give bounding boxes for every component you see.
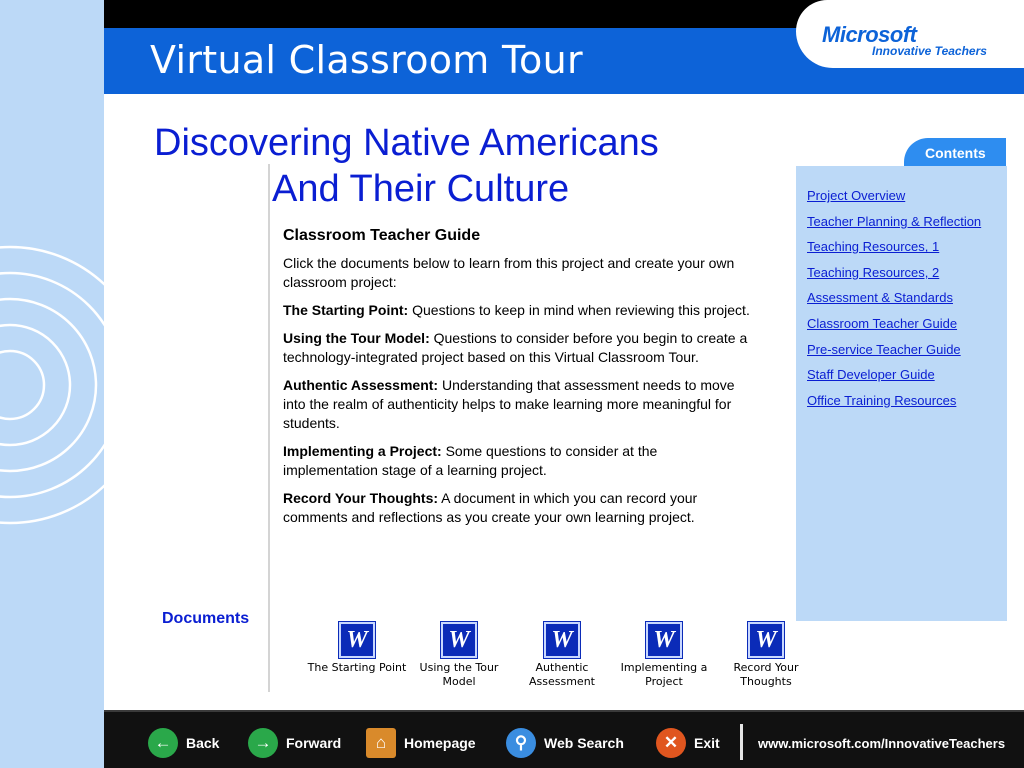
web-search-button[interactable]: [506, 728, 624, 758]
documents-label: Documents: [162, 610, 250, 627]
decorative-circles: [0, 0, 104, 768]
doc-label: [302, 661, 412, 675]
doc-using-tour-model[interactable]: [404, 622, 514, 689]
guide-item-text: A document in which you can record your comments and reflections as you create your own learning project.: [283, 490, 698, 525]
doc-label-line2: Thoughts: [740, 675, 792, 688]
contents-link-teacher-planning[interactable]: Teacher Planning & Reflection: [807, 213, 982, 229]
guide-intro: Click the documents below to learn from this project and create your own classroom project:: [283, 255, 735, 290]
innovative-teachers-url-link[interactable]: www.microsoft.com/InnovativeTeachers: [758, 736, 1006, 751]
doc-record-thoughts[interactable]: [711, 622, 821, 689]
guide-item-label: Record Your Thoughts:: [283, 490, 439, 506]
contents-link-teaching-resources-2[interactable]: Teaching Resources, 2: [807, 264, 940, 280]
word-document-icon[interactable]: W: [544, 622, 580, 658]
back-label: Back: [186, 735, 220, 751]
guide-item-text: Some questions to consider at the implementation stage of a learning project.: [283, 443, 658, 478]
doc-label-line1: Using the Tour: [419, 661, 499, 674]
exit-x-icon: ✕: [656, 728, 686, 758]
doc-label-line2: Model: [442, 675, 476, 688]
left-decorative-strip: [0, 0, 104, 768]
doc-label-line1: The Starting Point: [307, 661, 407, 674]
microsoft-logo[interactable]: Microsoft: [822, 22, 917, 47]
doc-label: [404, 661, 514, 689]
back-button[interactable]: [148, 728, 219, 758]
page-title-line2: And Their Culture: [272, 168, 570, 210]
doc-starting-point[interactable]: [302, 622, 412, 675]
doc-label-line2: Project: [645, 675, 683, 688]
guide-item: [283, 442, 753, 480]
contents-link-classroom-teacher-guide[interactable]: Classroom Teacher Guide: [807, 315, 958, 331]
doc-authentic-assessment[interactable]: [507, 622, 617, 689]
word-document-icon[interactable]: W: [441, 622, 477, 658]
word-document-icon[interactable]: W: [646, 622, 682, 658]
home-icon: ⌂: [366, 728, 396, 758]
guide-item-text: Questions to keep in mind when reviewing this project.: [412, 302, 750, 318]
doc-label-line1: Implementing a: [620, 661, 708, 674]
contents-list: [807, 183, 981, 413]
page-title-line1: Discovering Native Americans: [154, 122, 659, 164]
back-arrow-icon: ←: [148, 728, 178, 758]
web-search-label: Web Search: [544, 735, 624, 751]
contents-tab-label: Contents: [925, 145, 986, 161]
doc-implementing-project[interactable]: [609, 622, 719, 689]
word-document-icon[interactable]: W: [339, 622, 375, 658]
guide-item-text: Questions to consider before you begin to create a technology-integrated project based on this Virtual Classroom Tour.: [283, 330, 748, 365]
doc-label: [507, 661, 617, 689]
guide-item-label: The Starting Point:: [283, 302, 409, 318]
exit-label: Exit: [694, 735, 720, 751]
guide-heading: Classroom Teacher Guide: [283, 227, 481, 244]
doc-label: [711, 661, 821, 689]
guide-item: [283, 329, 753, 367]
contents-link-office-training-resources[interactable]: Office Training Resources: [807, 392, 957, 408]
magnifier-search-icon: ⚲: [506, 728, 536, 758]
doc-label-line1: Authentic: [535, 661, 589, 674]
guide-item-label: Using the Tour Model:: [283, 330, 430, 346]
homepage-label: Homepage: [404, 735, 476, 751]
homepage-button[interactable]: [366, 728, 476, 758]
guide-item: [283, 489, 753, 527]
vertical-divider: [268, 164, 270, 692]
doc-label-line1: Record Your: [733, 661, 799, 674]
forward-label: Forward: [286, 735, 342, 751]
guide-item-text: Understanding that assessment needs to move into the realm of authenticity helps to make learning more meaningful for students.: [283, 377, 735, 431]
contents-link-project-overview[interactable]: Project Overview: [807, 188, 906, 203]
doc-label-line2: Assessment: [529, 675, 595, 688]
guide-item-label: Implementing a Project:: [283, 443, 442, 459]
bottom-nav-bar: [104, 710, 1024, 768]
banner-title: Virtual Classroom Tour: [150, 38, 583, 82]
guide-content: [283, 226, 753, 536]
innovative-teachers-logo: Innovative Teachers: [872, 44, 987, 58]
exit-button[interactable]: [656, 728, 720, 758]
contents-link-teaching-resources-1[interactable]: Teaching Resources, 1: [807, 239, 940, 255]
contents-link-preservice-teacher-guide[interactable]: Pre-service Teacher Guide: [807, 341, 961, 357]
doc-label: [609, 661, 719, 689]
contents-link-assessment-standards[interactable]: Assessment & Standards: [807, 290, 953, 306]
guide-item: [283, 301, 753, 320]
word-document-icon[interactable]: W: [748, 622, 784, 658]
guide-item-label: Authentic Assessment:: [283, 377, 439, 393]
forward-button[interactable]: [248, 728, 341, 758]
guide-item: [283, 376, 753, 433]
contents-link-staff-developer-guide[interactable]: Staff Developer Guide: [807, 367, 935, 383]
nav-separator: [740, 724, 743, 760]
forward-arrow-icon: →: [248, 728, 278, 758]
